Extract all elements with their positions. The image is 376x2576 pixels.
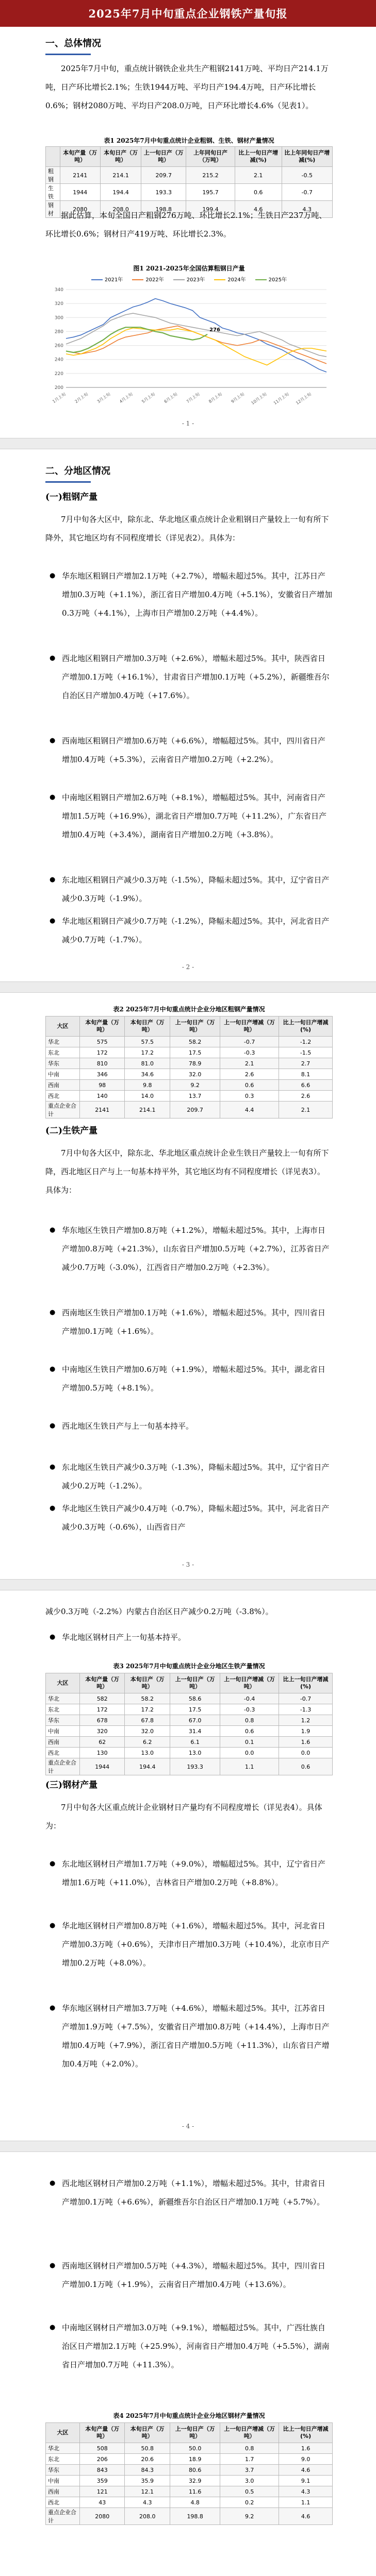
- table-cell: 62: [80, 1737, 125, 1748]
- table-cell: 58.6: [170, 1693, 220, 1704]
- table-header-cell: 本旬产量（万吨）: [80, 2423, 125, 2443]
- paragraph-steel-intro: 7月中旬各大区中，除东北、华北地区重点统计企业粗钢日产量较上一旬有所下降外，其它地区均有不同程度增长（详见表2）。具体为：: [45, 515, 329, 543]
- table3-caption: 表3 2025年7月中旬重点统计企业分地区生铁产量情况: [113, 1663, 265, 1670]
- table4-caption: 表4 2025年7月中旬重点统计企业分地区钢材产量情况: [113, 2412, 265, 2419]
- bullet-iron-3: ● 中南地区生铁日产增加0.6万吨（+1.9%），增幅未超过5%。其中，湖北省日产增加0.5万吨（+8.1%）。: [62, 1360, 333, 1397]
- table-cell: 4.8: [170, 2497, 220, 2508]
- series-line: [66, 313, 326, 357]
- bullet-steel-2: ● 西北地区粗钢日产增加0.3万吨（+2.6%），增幅未超过5%。其中，陕西省日产增加0.1万吨（+16.1%），甘肃省日产增加0.1万吨（+5.2%），新疆维吾尔自治区日产增加0.4万吨（+17.6%）。: [62, 649, 333, 705]
- table-cell: 582: [80, 1693, 125, 1704]
- table-cell: 2080: [60, 201, 100, 218]
- table-cell: -0.4: [220, 1693, 279, 1704]
- table-cell: 华北: [46, 2443, 80, 2454]
- data-label: 276: [209, 327, 221, 333]
- bullet-steel-1: ● 华东地区粗钢日产增加2.1万吨（+2.7%），增幅未超过5%。其中，江苏日产增加0.3万吨（+1.1%），浙江省日产增加0.4万吨（+5.1%），安徽省日产增加0.3万吨（+4.1%），上海市日产增加0.2万吨（+4.4%）。: [62, 567, 333, 622]
- table-header-cell: 本旬日产（万吨）: [125, 1673, 170, 1693]
- x-tick-label: 6月上旬: [163, 392, 178, 404]
- table-cell: -1.3: [279, 1704, 333, 1715]
- legend-label: 2023年: [186, 277, 205, 283]
- table-cell: 6.1: [170, 1737, 220, 1748]
- table-header-cell: 本旬日产（万吨）: [125, 1016, 170, 1037]
- table-cell: 2080: [80, 2508, 125, 2525]
- table-row: [46, 1037, 333, 1047]
- table-cell: 9.1: [279, 2476, 333, 2486]
- table-row: [46, 1047, 333, 1058]
- table-header-cell: 比上一旬日产增减(%): [279, 2423, 333, 2443]
- table-cell: 华北: [46, 1037, 80, 1047]
- table-cell: 508: [80, 2443, 125, 2454]
- table-cell: 9.2: [220, 2508, 279, 2525]
- table-cell: 32.9: [170, 2476, 220, 2486]
- table-cell: 1.2: [279, 1715, 333, 1726]
- table-cell: 32.0: [125, 1726, 170, 1737]
- table-cell: 209.7: [141, 167, 186, 184]
- table-cell: 东北: [46, 1047, 80, 1058]
- table-cell: 140: [80, 1091, 125, 1101]
- table-cell: 215.2: [186, 167, 235, 184]
- table-header-cell: [46, 147, 60, 167]
- bullet-rolled-4: ● 西北地区钢材日产增加0.2万吨（+1.1%），增幅未超过5%。其中，甘肃省日产增加0.1万吨（+6.6%），新疆维吾尔自治区日产增加0.1万吨（+5.7%）。: [62, 2174, 333, 2211]
- table-header-cell: 大区: [46, 2423, 80, 2443]
- table-cell: 31.4: [170, 1726, 220, 1737]
- y-tick-label: 260: [54, 343, 63, 349]
- section-title-overview: 一、总体情况: [45, 36, 101, 55]
- table-cell: 0.8: [220, 2443, 279, 2454]
- y-tick-label: 240: [54, 357, 63, 363]
- table-row: [46, 2465, 333, 2476]
- paragraph-iron-continued: 减少0.3万吨（-2.2%）内蒙古自治区日产减少0.2万吨（-3.8%）。: [45, 1607, 273, 1616]
- table-cell: 1.7: [220, 2454, 279, 2465]
- table-header-cell: 本旬产量（万吨）: [80, 1673, 125, 1693]
- y-tick-label: 340: [54, 287, 63, 293]
- table-cell: 2.1: [220, 1058, 279, 1069]
- table-row: [46, 1715, 333, 1726]
- table-cell: 华东: [46, 2465, 80, 2476]
- table-cell: 12.1: [125, 2486, 170, 2497]
- table-cell: 58.2: [170, 1037, 220, 1047]
- table-cell: 11.6: [170, 2486, 220, 2497]
- legend-label: 2025年: [268, 277, 287, 283]
- table-cell: 中南: [46, 2476, 80, 2486]
- table-cell: 2.1: [279, 1101, 333, 1118]
- table-cell: 130: [80, 1748, 125, 1758]
- table2-caption: 表2 2025年7月中旬重点统计企业分地区粗钢产量情况: [113, 1006, 265, 1013]
- table-cell: 华东: [46, 1715, 80, 1726]
- table-header-cell: 大区: [46, 1673, 80, 1693]
- x-tick-label: 12月上旬: [295, 392, 313, 406]
- table-cell: 3.7: [220, 2465, 279, 2476]
- table-cell: 121: [80, 2486, 125, 2497]
- table-cell: 575: [80, 1037, 125, 1047]
- x-tick-label: 4月上旬: [119, 392, 134, 404]
- paragraph-estimate: 据此估算，本旬全国日产粗钢276万吨、环比增长2.1%；生铁日产237万吨、环比增长0.6%；钢材日产419万吨、环比增长2.3%。: [45, 211, 327, 239]
- table-cell: 生铁: [46, 184, 60, 201]
- table-cell: 17.2: [125, 1047, 170, 1058]
- y-tick-label: 280: [54, 329, 63, 335]
- x-tick-label: 7月上旬: [185, 392, 201, 404]
- table-header-cell: 上一旬日产（万吨）: [170, 1016, 220, 1037]
- table-cell: 17.2: [125, 1704, 170, 1715]
- bullet-iron-1: ● 华东地区生铁日产增加0.8万吨（+1.2%），增幅未超过5%。其中，上海市日产增加0.8万吨（+21.3%），山东省日产增加0.5万吨（+2.7%），江苏省日产减少0.7万吨（-3.0%），江西省日产增加0.2万吨（+2.3%）。: [62, 1221, 333, 1277]
- page-number-3: - 3 -: [182, 1561, 194, 1568]
- table-cell: 4.6: [279, 2508, 333, 2525]
- page-separator: [0, 2141, 376, 2152]
- table-cell: 195.7: [186, 184, 235, 201]
- table-cell: 中南: [46, 1726, 80, 1737]
- paragraph-overview: 2025年7月中旬，重点统计钢铁企业共生产粗钢2141万吨、平均日产214.1万吨，日产环比增长2.1%；生铁1944万吨、平均日产194.4万吨，日产环比增长0.6%；钢材2080万吨、平均日产208.0万吨，日产环比增长4.6%（见表1）。: [45, 64, 329, 110]
- table-cell: 2.7: [279, 1058, 333, 1069]
- section-title-regions: 二、分地区情况: [45, 464, 110, 483]
- legend-swatch: [132, 279, 143, 280]
- table-row: [46, 1101, 333, 1118]
- legend-item: [214, 275, 246, 283]
- x-tick-label: 11月上旬: [272, 392, 290, 406]
- legend-item: [132, 275, 164, 283]
- table-cell: 194.4: [100, 184, 141, 201]
- table-header-cell: 上一旬日产（万吨）: [170, 2423, 220, 2443]
- table-cell: 214.1: [100, 167, 141, 184]
- table-cell: 67.8: [125, 1715, 170, 1726]
- table-cell: 346: [80, 1069, 125, 1080]
- legend-swatch: [91, 279, 103, 280]
- table-cell: 9.2: [170, 1080, 220, 1091]
- table-cell: 172: [80, 1704, 125, 1715]
- table-cell: 14.0: [125, 1091, 170, 1101]
- subsection-rolled-steel: (三)钢材产量: [45, 1780, 98, 1790]
- table-cell: 4.3: [282, 201, 332, 218]
- table-row: [46, 1080, 333, 1091]
- table-cell: 1.1: [279, 2497, 333, 2508]
- table-header-cell: 上年同旬日产（万吨）: [186, 147, 235, 167]
- table-cell: 172: [80, 1047, 125, 1058]
- table-cell: 0.6: [220, 1726, 279, 1737]
- table-row: [46, 184, 333, 201]
- table-cell: 2.1: [235, 167, 282, 184]
- x-tick-label: 8月上旬: [208, 392, 223, 404]
- table-cell: 西南: [46, 1080, 80, 1091]
- document-title: 2025年7月中旬重点企业钢铁产量旬报: [0, 0, 376, 27]
- table-cell: 13.7: [170, 1091, 220, 1101]
- table-cell: 西北: [46, 2497, 80, 2508]
- chart-legend: [45, 275, 333, 283]
- table-cell: 193.3: [141, 184, 186, 201]
- table-cell: -0.7: [220, 1037, 279, 1047]
- table-cell: 钢材: [46, 201, 60, 218]
- page-number-4: - 4 -: [182, 2123, 194, 2130]
- table-cell: -0.3: [220, 1704, 279, 1715]
- table-cell: 4.3: [279, 2486, 333, 2497]
- table-cell: 0.1: [220, 1737, 279, 1748]
- bullet-rolled-2: ● 华北地区钢材日产增加0.8万吨（+1.6%），增幅未超过5%。其中，河北省日产增加0.3万吨（+0.6%），天津市日产增加0.3万吨（+10.4%），北京市日产增加0.2万吨（+8.0%）。: [62, 1917, 333, 1972]
- table-cell: 206: [80, 2454, 125, 2465]
- table-cell: 2.6: [279, 1091, 333, 1101]
- table-cell: 2141: [60, 167, 100, 184]
- table-cell: -1.5: [279, 1047, 333, 1058]
- x-tick-label: 5月上旬: [141, 392, 156, 404]
- table1-caption: 表1 2025年7月中旬重点统计企业粗钢、生铁、钢材产量情况: [104, 137, 274, 144]
- table-cell: 0.6: [220, 1080, 279, 1091]
- table-cell: 13.0: [125, 1748, 170, 1758]
- table-cell: 西北: [46, 1091, 80, 1101]
- subsection-pig-iron: (二)生铁产量: [45, 1126, 98, 1136]
- subsection-crude-steel: (一)粗钢产量: [45, 492, 98, 502]
- legend-item: [255, 275, 287, 283]
- table-cell: 194.4: [125, 1758, 170, 1775]
- table-cell: 3.0: [220, 2476, 279, 2486]
- table-row: [46, 1058, 333, 1069]
- table-header-cell: 大区: [46, 1016, 80, 1037]
- table-header-cell: 本旬日产（万吨）: [125, 2423, 170, 2443]
- table-cell: 35.9: [125, 2476, 170, 2486]
- table-cell: 2141: [80, 1101, 125, 1118]
- table-cell: 2.6: [220, 1069, 279, 1080]
- table-row: [46, 1693, 333, 1704]
- table-cell: 32.0: [170, 1069, 220, 1080]
- table-cell: 重点企业合计: [46, 2508, 80, 2525]
- table-cell: 0.2: [220, 2497, 279, 2508]
- table-row: [46, 1748, 333, 1758]
- table-row: [46, 167, 333, 184]
- table-cell: 18.9: [170, 2454, 220, 2465]
- table-header-cell: 本旬产量（万吨）: [60, 147, 100, 167]
- table-cell: 1.9: [279, 1726, 333, 1737]
- table-cell: 198.8: [141, 201, 186, 218]
- table3: [45, 1673, 333, 1775]
- y-tick-label: 220: [54, 371, 63, 377]
- table-cell: 81.0: [125, 1058, 170, 1069]
- table-header-cell: 比上一旬日产增减(%): [279, 1016, 333, 1037]
- table-cell: 东北: [46, 2454, 80, 2465]
- y-tick-label: 200: [54, 385, 63, 391]
- x-tick-label: 1月上旬: [52, 392, 67, 404]
- table-header-cell: 上一旬日产（万吨）: [141, 147, 186, 167]
- x-tick-label: 9月上旬: [230, 392, 246, 404]
- table-cell: 1944: [60, 184, 100, 201]
- legend-item: [91, 275, 123, 283]
- table-cell: 199.4: [186, 201, 235, 218]
- table-cell: 43: [80, 2497, 125, 2508]
- table-cell: 华东: [46, 1058, 80, 1069]
- table-cell: 98: [80, 1080, 125, 1091]
- paragraph-rolled-intro: 7月中旬各大区重点统计企业钢材日产量均有不同程度增长（详见表4）。具体为：: [45, 1803, 322, 1831]
- bullet-rolled-5: ● 西南地区钢材日产增加0.5万吨（+4.3%），增幅未超过5%。其中，四川省日产增加0.1万吨（+1.9%），云南省日产增加0.4万吨（+13.6%）。: [62, 2257, 333, 2294]
- table-cell: 9.8: [125, 1080, 170, 1091]
- table-cell: 80.6: [170, 2465, 220, 2476]
- table-cell: 17.5: [170, 1047, 220, 1058]
- table-cell: 193.3: [170, 1758, 220, 1775]
- bullet-steel-3: ● 西南地区粗钢日产增加0.6万吨（+6.6%），增幅超过5%。其中，四川省日产增加0.4万吨（+5.3%），云南省日产增加0.2万吨（+2.2%）。: [62, 732, 333, 769]
- table4: [45, 2422, 333, 2525]
- table-cell: 1944: [80, 1758, 125, 1775]
- table-row: [46, 1726, 333, 1737]
- bullet-iron-4: ● 西北地区生铁日产与上一旬基本持平。: [62, 1417, 333, 1435]
- table-cell: 208.0: [100, 201, 141, 218]
- table-cell: 西南: [46, 2486, 80, 2497]
- table-cell: 34.6: [125, 1069, 170, 1080]
- bullet-rolled-1: ● 东北地区钢材日产增加1.7万吨（+9.0%），增幅超过5%。其中，辽宁省日产增加1.6万吨（+11.0%），吉林省日产增加0.2万吨（+8.8%）。: [62, 1855, 333, 1892]
- y-tick-label: 300: [54, 315, 63, 321]
- table-row: [46, 1758, 333, 1775]
- table-cell: 重点企业合计: [46, 1758, 80, 1775]
- x-tick-label: 10月上旬: [250, 392, 268, 406]
- section-underline: [45, 481, 91, 483]
- table-cell: 209.7: [170, 1101, 220, 1118]
- table-cell: 58.2: [125, 1693, 170, 1704]
- table-cell: 4.6: [279, 2465, 333, 2476]
- paragraph-iron-intro: 7月中旬各大区中，除东北、华北地区重点统计企业生铁日产量较上一旬有所下降，西北地区日产与上一旬基本持平外，其它地区均有不同程度增长（详见表3）。具体为：: [45, 1148, 329, 1195]
- table-cell: 华北: [46, 1693, 80, 1704]
- table-cell: 17.5: [170, 1704, 220, 1715]
- table-header-cell: 比上一旬日产增减(%): [279, 1673, 333, 1693]
- legend-swatch: [255, 279, 267, 280]
- bullet-iron-tail: ● 华北地区钢材日产上一旬基本持平。: [62, 1628, 333, 1647]
- bullet-steel-5: ● 东北地区粗钢日产减少0.3万吨（-1.5%），降幅未超过5%。其中，辽宁省日产减少0.3万吨（-1.9%）。: [62, 871, 333, 908]
- table-header-cell: 本旬日产（万吨）: [100, 147, 141, 167]
- table-cell: 843: [80, 2465, 125, 2476]
- table-cell: 0.0: [220, 1748, 279, 1758]
- bullet-rolled-6: ● 中南地区钢材日产增加3.0万吨（+9.1%），增幅超过5%。其中，广西壮族自治区日产增加2.1万吨（+25.9%），河南省日产增加0.4万吨（+5.5%），湖南省日产增加0.7万吨（+11.3%）。: [62, 2318, 333, 2374]
- table-header-cell: 上一旬日产增减（万吨）: [220, 1673, 279, 1693]
- table-cell: 东北: [46, 1704, 80, 1715]
- bullet-iron-5: ● 东北地区生铁日产减少0.3万吨（-1.3%），降幅未超过5%。其中，辽宁省日产减少0.2万吨（-1.2%）。: [62, 1458, 333, 1495]
- table-cell: 0.8: [220, 1715, 279, 1726]
- table-cell: 8.1: [279, 1069, 333, 1080]
- table-cell: 西南: [46, 1737, 80, 1748]
- table-header-cell: 比上年同旬日产增减(%): [282, 147, 332, 167]
- table-cell: 208.0: [125, 2508, 170, 2525]
- legend-swatch: [173, 279, 185, 280]
- table-row: [46, 1704, 333, 1715]
- table-header-cell: 比上一旬日产增减(%): [235, 147, 282, 167]
- table-cell: 粗钢: [46, 167, 60, 184]
- table-cell: 13.0: [170, 1748, 220, 1758]
- table-cell: 214.1: [125, 1101, 170, 1118]
- table-cell: -0.7: [279, 1693, 333, 1704]
- chart-title: 图1 2021-2025年全国估算粗钢日产量: [133, 265, 245, 272]
- table-cell: 78.9: [170, 1058, 220, 1069]
- table-cell: 西北: [46, 1748, 80, 1758]
- table-cell: 6.6: [279, 1080, 333, 1091]
- table-row: [46, 2443, 333, 2454]
- bullet-steel-4: ● 中南地区粗钢日产增加2.6万吨（+8.1%），增幅超过5%。其中，河南省日产增加1.5万吨（+16.9%），湖北省日产增加0.7万吨（+11.2%），广东省日产增加0.4万吨（+3.4%），湖南省日产增加0.2万吨（+3.8%）。: [62, 788, 333, 844]
- table-cell: 中南: [46, 1069, 80, 1080]
- table-cell: 1.1: [220, 1758, 279, 1775]
- table-row: [46, 2508, 333, 2525]
- table-cell: 810: [80, 1058, 125, 1069]
- table-cell: 0.6: [279, 1758, 333, 1775]
- table-cell: 50.0: [170, 2443, 220, 2454]
- table-cell: 0.0: [279, 1748, 333, 1758]
- table-cell: 9.0: [279, 2454, 333, 2465]
- table-cell: 0.3: [220, 1091, 279, 1101]
- bullet-iron-6: ● 华北地区生铁日产减少0.4万吨（-0.7%），降幅未超过5%。其中，河北省日产减少0.3万吨（-0.6%），山西省日产: [62, 1499, 333, 1536]
- table-cell: -0.5: [282, 167, 332, 184]
- legend-swatch: [214, 279, 225, 280]
- table-cell: 320: [80, 1726, 125, 1737]
- table2: [45, 1016, 333, 1118]
- table-row: [46, 2476, 333, 2486]
- legend-label: 2022年: [145, 277, 164, 283]
- y-tick-label: 320: [54, 301, 63, 307]
- table-cell: -0.7: [282, 184, 332, 201]
- series-line: [66, 299, 326, 372]
- x-tick-label: 2月上旬: [74, 392, 89, 404]
- page-separator: [0, 438, 376, 449]
- x-tick-label: 3月上旬: [96, 392, 111, 404]
- bullet-rolled-3: ● 华东地区钢材日产增加3.7万吨（+4.6%），增幅未超过5%。其中，江苏省日产增加1.9万吨（+7.5%），安徽省日产增加0.8万吨（+14.4%），上海市日产增加0.4万吨（+7.9%），浙江省日产增加0.5万吨（+11.3%），山东省日产增加0.4万吨（+2.0%）。: [62, 1999, 333, 2073]
- table-cell: 6.2: [125, 1737, 170, 1748]
- table-cell: 57.5: [125, 1037, 170, 1047]
- table-row: [46, 1737, 333, 1748]
- table-cell: 重点企业合计: [46, 1101, 80, 1118]
- table-row: [46, 2486, 333, 2497]
- table-row: [46, 1091, 333, 1101]
- table-cell: 4.6: [235, 201, 282, 218]
- table-row: [46, 2454, 333, 2465]
- table-header-cell: 本旬产量（万吨）: [80, 1016, 125, 1037]
- table-cell: 0.6: [235, 184, 282, 201]
- section-underline: [45, 54, 91, 55]
- table-cell: 4.3: [125, 2497, 170, 2508]
- table-header-cell: 上一旬日产增减（万吨）: [220, 1016, 279, 1037]
- table-cell: 20.6: [125, 2454, 170, 2465]
- table-cell: 359: [80, 2476, 125, 2486]
- chart-svg: [45, 284, 333, 408]
- table-cell: 678: [80, 1715, 125, 1726]
- table-row: [46, 2497, 333, 2508]
- table-cell: 4.4: [220, 1101, 279, 1118]
- legend-label: 2024年: [227, 277, 246, 283]
- table-cell: 84.3: [125, 2465, 170, 2476]
- table-cell: 0.5: [220, 2486, 279, 2497]
- table-cell: 67.0: [170, 1715, 220, 1726]
- table-header-cell: 上一旬日产增减（万吨）: [220, 2423, 279, 2443]
- table-cell: 198.8: [170, 2508, 220, 2525]
- page-number-1: - 1 -: [182, 420, 194, 427]
- table-header-cell: 上一旬日产（万吨）: [170, 1673, 220, 1693]
- table-cell: 1.6: [279, 1737, 333, 1748]
- chart-figure1: [45, 264, 333, 406]
- bullet-iron-2: ● 西南地区生铁日产增加0.1万吨（+1.6%），增幅未超过5%。其中，四川省日产增加0.1万吨（+1.6%）。: [62, 1303, 333, 1341]
- series-line: [66, 327, 207, 352]
- legend-item: [173, 275, 205, 283]
- table-cell: 1.6: [279, 2443, 333, 2454]
- legend-label: 2021年: [104, 277, 123, 283]
- table-cell: -1.2: [279, 1037, 333, 1047]
- table-cell: -0.3: [220, 1047, 279, 1058]
- page-separator: [0, 1579, 376, 1590]
- table-cell: 50.8: [125, 2443, 170, 2454]
- page-number-2: - 2 -: [182, 963, 194, 971]
- page-separator: [0, 981, 376, 993]
- bullet-steel-6: ● 华北地区粗钢日产减少0.7万吨（-1.2%），降幅未超过5%。其中，河北省日产减少0.7万吨（-1.7%）。: [62, 912, 333, 949]
- table-row: [46, 1069, 333, 1080]
